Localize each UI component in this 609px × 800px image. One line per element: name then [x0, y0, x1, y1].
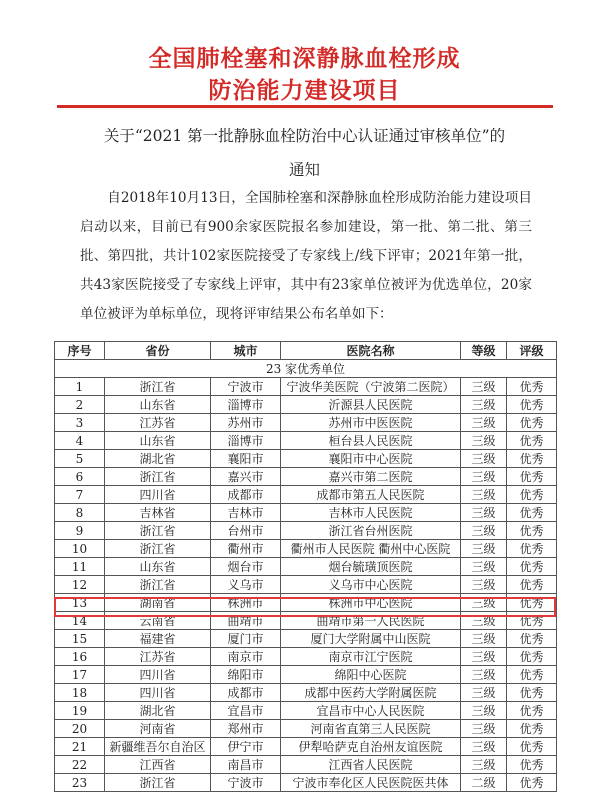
table-row: [55, 756, 557, 774]
cell-city: 嘉兴市: [211, 468, 281, 486]
cell-city: 淄博市: [211, 432, 281, 450]
cell-rating: 优秀: [507, 648, 557, 666]
cell-hospital: 宜昌市中心人民医院: [281, 702, 461, 720]
cell-city: 绵阳市: [211, 666, 281, 684]
table-row: [55, 666, 557, 684]
cell-hospital: 宁波华美医院（宁波第二医院）: [281, 378, 461, 396]
cell-province: 江苏省: [105, 414, 211, 432]
header-cell-city: 城市: [211, 342, 281, 360]
table-row: [55, 576, 557, 594]
cell-level: 三级: [461, 450, 507, 468]
cell-index: 19: [55, 702, 105, 720]
cell-province: 福建省: [105, 630, 211, 648]
cell-hospital: 南京市江宁医院: [281, 648, 461, 666]
cell-city: 吉林市: [211, 504, 281, 522]
cell-rating: 优秀: [507, 396, 557, 414]
notice-title-line2: 通知: [288, 161, 320, 179]
header-cell-hospital: 医院名称: [281, 342, 461, 360]
cell-index: 5: [55, 450, 105, 468]
cell-city: 义乌市: [211, 576, 281, 594]
cell-rating: 优秀: [507, 774, 557, 792]
header-cell-province: 省份: [105, 342, 211, 360]
cell-level: 三级: [461, 738, 507, 756]
cell-province: 湖北省: [105, 702, 211, 720]
header-cell-level: 等级: [461, 342, 507, 360]
cell-city: 成都市: [211, 684, 281, 702]
cell-rating: 优秀: [507, 720, 557, 738]
table-row: [55, 432, 557, 450]
cell-hospital: 浙江省台州医院: [281, 522, 461, 540]
table-row: [55, 630, 557, 648]
table-row: [55, 774, 557, 792]
cell-rating: 优秀: [507, 702, 557, 720]
cell-level: 三级: [461, 684, 507, 702]
cell-rating: 优秀: [507, 756, 557, 774]
header-title-line1: 全国肺栓塞和深静脉血栓形成: [148, 46, 461, 72]
cell-level: 三级: [461, 666, 507, 684]
cell-city: 衢州市: [211, 540, 281, 558]
cell-hospital: 伊犁哈萨克自治州友谊医院: [281, 738, 461, 756]
header-cell-index: 序号: [55, 342, 105, 360]
cell-index: 14: [55, 612, 105, 630]
cell-rating: 优秀: [507, 630, 557, 648]
table-header-row: [55, 342, 557, 360]
cell-rating: 优秀: [507, 558, 557, 576]
table-row: [55, 522, 557, 540]
cell-index: 12: [55, 576, 105, 594]
table-row: [55, 414, 557, 432]
cell-level: 三级: [461, 720, 507, 738]
cell-index: 11: [55, 558, 105, 576]
cell-province: 新疆维吾尔自治区: [105, 738, 211, 756]
cell-city: 苏州市: [211, 414, 281, 432]
table-row: [55, 468, 557, 486]
cell-rating: 优秀: [507, 468, 557, 486]
table-row: [55, 450, 557, 468]
cell-city: 成都市: [211, 486, 281, 504]
cell-province: 山东省: [105, 558, 211, 576]
cell-level: 三级: [461, 522, 507, 540]
cell-province: 河南省: [105, 720, 211, 738]
cell-province: 江西省: [105, 756, 211, 774]
cell-rating: 优秀: [507, 522, 557, 540]
cell-province: 浙江省: [105, 378, 211, 396]
cell-hospital: 曲靖市第一人民医院: [281, 612, 461, 630]
notice-body-paragraph: 自2018年10月13日，全国肺栓塞和深静脉血栓形成防治能力建设项目启动以来，目前已有900余家医院报名参加建设，第一批、第二批、第三批、第四批，共计102家医院接受了专家线上/线下评审；2021年第一批，共43家医院接受了专家线上评审，其中有23家单位被评为优选单位，20家单位被评为单标单位，现将评审结果公布名单如下：: [80, 190, 532, 322]
cell-level: 三级: [461, 702, 507, 720]
cell-index: 20: [55, 720, 105, 738]
table-row: [55, 684, 557, 702]
cell-hospital: 义乌市中心医院: [281, 576, 461, 594]
cell-index: 7: [55, 486, 105, 504]
cell-hospital: 成都市第五人民医院: [281, 486, 461, 504]
cell-city: 郑州市: [211, 720, 281, 738]
cell-rating: 优秀: [507, 378, 557, 396]
cell-index: 4: [55, 432, 105, 450]
header-divider: [57, 105, 553, 108]
cell-city: 襄阳市: [211, 450, 281, 468]
cell-level: 三级: [461, 432, 507, 450]
cell-province: 江苏省: [105, 648, 211, 666]
cell-level: 三级: [461, 558, 507, 576]
cell-index: 21: [55, 738, 105, 756]
cell-city: 宁波市: [211, 378, 281, 396]
cell-rating: 优秀: [507, 684, 557, 702]
cell-rating: 优秀: [507, 594, 557, 612]
cell-level: 三级: [461, 504, 507, 522]
cell-index: 9: [55, 522, 105, 540]
cell-city: 株洲市: [211, 594, 281, 612]
cell-level: 三级: [461, 594, 507, 612]
cell-province: 四川省: [105, 684, 211, 702]
notice-title-line1: 关于“2021 第一批静脉血栓防治中心认证通过审核单位”的: [103, 127, 506, 145]
cell-city: 南京市: [211, 648, 281, 666]
cell-city: 伊宁市: [211, 738, 281, 756]
cell-index: 6: [55, 468, 105, 486]
highlight-box: [54, 597, 556, 617]
cell-province: 山东省: [105, 396, 211, 414]
cell-index: 15: [55, 630, 105, 648]
table-row: [55, 486, 557, 504]
cell-rating: 优秀: [507, 612, 557, 630]
cell-province: 吉林省: [105, 504, 211, 522]
cell-level: 三级: [461, 648, 507, 666]
cell-rating: 优秀: [507, 666, 557, 684]
cell-level: 三级: [461, 414, 507, 432]
cell-hospital: 嘉兴市第二医院: [281, 468, 461, 486]
cell-city: 台州市: [211, 522, 281, 540]
cell-rating: 优秀: [507, 504, 557, 522]
cell-level: 三级: [461, 612, 507, 630]
cell-level: 三级: [461, 486, 507, 504]
table-row: [55, 540, 557, 558]
cell-province: 浙江省: [105, 540, 211, 558]
cell-rating: 优秀: [507, 738, 557, 756]
cell-province: 湖北省: [105, 450, 211, 468]
cell-hospital: 江西省人民医院: [281, 756, 461, 774]
table-row: [55, 558, 557, 576]
cell-index: 13: [55, 594, 105, 612]
cell-hospital: 宁波市奉化区人民医院医共体: [281, 774, 461, 792]
cell-hospital: 襄阳市中心医院: [281, 450, 461, 468]
cell-index: 23: [55, 774, 105, 792]
cell-province: 浙江省: [105, 774, 211, 792]
cell-index: 8: [55, 504, 105, 522]
cell-city: 南昌市: [211, 756, 281, 774]
header-title-line2: 防治能力建设项目: [208, 78, 401, 104]
cell-hospital: 株洲市中心医院: [281, 594, 461, 612]
table-row: [55, 648, 557, 666]
table-row: [55, 720, 557, 738]
cell-rating: 优秀: [507, 576, 557, 594]
cell-hospital: 厦门大学附属中山医院: [281, 630, 461, 648]
cell-rating: 优秀: [507, 450, 557, 468]
table-row: [55, 738, 557, 756]
cell-province: 浙江省: [105, 522, 211, 540]
cell-index: 1: [55, 378, 105, 396]
cell-level: 三级: [461, 396, 507, 414]
cell-province: 山东省: [105, 432, 211, 450]
cell-province: 云南省: [105, 612, 211, 630]
cell-city: 淄博市: [211, 396, 281, 414]
cell-province: 四川省: [105, 486, 211, 504]
cell-level: 三级: [461, 756, 507, 774]
cell-hospital: 苏州市中医医院: [281, 414, 461, 432]
cell-province: 四川省: [105, 666, 211, 684]
cell-hospital: 桓台县人民医院: [281, 432, 461, 450]
cell-province: 湖南省: [105, 594, 211, 612]
table-row: [55, 702, 557, 720]
cell-hospital: 绵阳中心医院: [281, 666, 461, 684]
cell-hospital: 衢州市人民医院 衢州中心医院: [281, 540, 461, 558]
cell-level: 三级: [461, 468, 507, 486]
cell-level: 三级: [461, 576, 507, 594]
cell-hospital: 吉林市人民医院: [281, 504, 461, 522]
cell-hospital: 沂源县人民医院: [281, 396, 461, 414]
cell-index: 10: [55, 540, 105, 558]
table-row: [55, 504, 557, 522]
cell-level: 三级: [461, 378, 507, 396]
cell-index: 16: [55, 648, 105, 666]
cell-index: 3: [55, 414, 105, 432]
cell-level: 三级: [461, 540, 507, 558]
section-title: 23 家优秀单位: [55, 360, 557, 378]
cell-hospital: 成都中医药大学附属医院: [281, 684, 461, 702]
cell-level: 三级: [461, 630, 507, 648]
table-row: [55, 378, 557, 396]
cell-rating: 优秀: [507, 432, 557, 450]
cell-rating: 优秀: [507, 540, 557, 558]
results-table: [54, 341, 557, 792]
cell-rating: 优秀: [507, 414, 557, 432]
cell-hospital: 烟台毓璜顶医院: [281, 558, 461, 576]
cell-province: 浙江省: [105, 576, 211, 594]
section-row: [55, 360, 557, 378]
cell-city: 宜昌市: [211, 702, 281, 720]
cell-city: 烟台市: [211, 558, 281, 576]
cell-rating: 优秀: [507, 486, 557, 504]
cell-city: 曲靖市: [211, 612, 281, 630]
cell-level: 二级: [461, 774, 507, 792]
cell-hospital: 河南省直第三人民医院: [281, 720, 461, 738]
table-row: [55, 396, 557, 414]
cell-index: 22: [55, 756, 105, 774]
header-cell-rating: 评级: [507, 342, 557, 360]
cell-city: 宁波市: [211, 774, 281, 792]
cell-index: 17: [55, 666, 105, 684]
cell-province: 浙江省: [105, 468, 211, 486]
cell-city: 厦门市: [211, 630, 281, 648]
cell-index: 18: [55, 684, 105, 702]
cell-index: 2: [55, 396, 105, 414]
